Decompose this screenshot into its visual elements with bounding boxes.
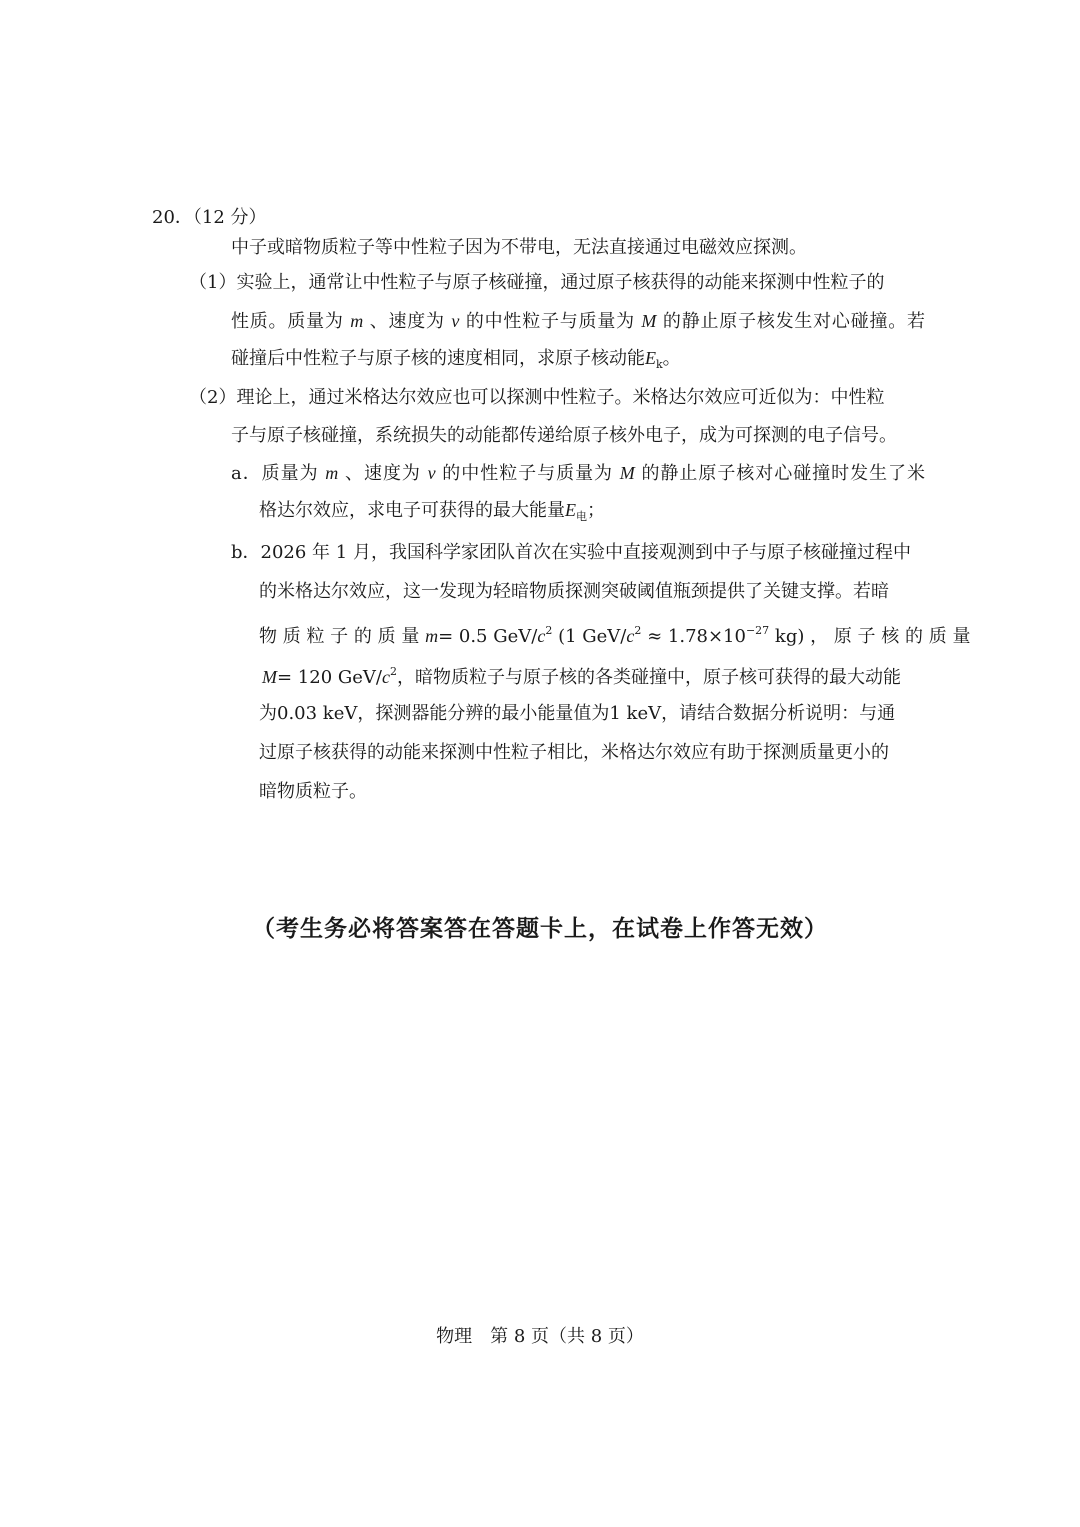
part1-line3 — [231, 346, 681, 377]
text: 碰撞后中性粒子与原子核的速度相同，求原子核动能 — [231, 348, 645, 369]
text: ； — [587, 500, 605, 521]
var-m: m — [350, 311, 364, 331]
var-m: m — [425, 626, 439, 646]
part2b-line4 — [262, 660, 901, 690]
sup-2: 2 — [545, 624, 553, 637]
part2b-line7: 暗物质粒子。 — [259, 781, 367, 802]
part2b-line6: 过原子核获得的动能来探测中性粒子相比，米格达尔效应有助于探测质量更小的 — [259, 742, 889, 763]
text: (1 GeV/ — [558, 626, 627, 647]
var-m: m — [325, 463, 339, 483]
text: = 120 GeV/ — [277, 667, 382, 688]
part2b-line1: b．2026 年 1 月，我国科学家团队首次在实验中直接观测到中子与原子核碰撞过程中 — [231, 542, 911, 563]
var-v: v — [427, 463, 436, 483]
part2a-line1 — [231, 461, 925, 486]
text: kg) — [774, 626, 805, 647]
part2b-line2: 的米格达尔效应，这一发现为轻暗物质探测突破阈值瓶颈提供了关键支撑。若暗 — [259, 581, 889, 602]
value: 1 keV — [609, 703, 662, 724]
var-c: c — [626, 626, 635, 646]
exam-notice: （考生务必将答案答在答题卡上，在试卷上作答无效） — [252, 916, 828, 942]
sub-dian: 电 — [576, 510, 587, 523]
text: 的静止原子核发生对心碰撞。若 — [662, 311, 926, 332]
part2a-line2 — [259, 498, 605, 529]
sub-k: k — [656, 358, 663, 371]
text: 格达尔效应，求电子可获得的最大能量 — [259, 500, 565, 521]
part2b-line3 — [259, 619, 970, 649]
var-M: M — [262, 667, 277, 687]
part2-line2: 子与原子核碰撞，系统损失的动能都传递给原子核外电子，成为可探测的电子信号。 — [231, 425, 897, 446]
sup-exp: −27 — [745, 624, 770, 637]
text: 的中性粒子与质量为 — [465, 311, 635, 332]
var-M: M — [641, 311, 657, 331]
var-E: E — [565, 500, 576, 520]
text: 的静止原子核对心碰撞时发生了米 — [641, 463, 926, 484]
text: 、速度为 — [369, 311, 445, 332]
part1-line1: （1）实验上，通常让中性粒子与原子核碰撞，通过原子核获得的动能来探测中性粒子的 — [189, 272, 885, 293]
var-c: c — [537, 626, 546, 646]
var-v: v — [451, 311, 460, 331]
text: ≈ 1.78×10 — [647, 626, 746, 647]
var-E: E — [645, 348, 656, 368]
var-c: c — [381, 667, 390, 687]
var-M: M — [619, 463, 635, 483]
text: = 0.5 GeV/ — [438, 626, 538, 647]
text: 物 质 粒 子 的 质 量 — [259, 626, 420, 647]
text: ，探测器能分辨的最小能量值为 — [357, 703, 610, 724]
text: 、速度为 — [345, 463, 421, 484]
text: 为 — [259, 703, 277, 724]
text: ， 原 子 核 的 质 量 — [810, 626, 971, 647]
page-footer: 物理 第 8 页（共 8 页） — [436, 1326, 644, 1347]
text: ，请结合数据分析说明：与通 — [661, 703, 896, 724]
sup-2: 2 — [389, 665, 397, 678]
text: 。 — [662, 348, 681, 369]
question-intro: 中子或暗物质粒子等中性粒子因为不带电，无法直接通过电磁效应探测。 — [231, 237, 807, 258]
text: a．质量为 — [231, 463, 319, 484]
question-number: 20．（12 分） — [152, 207, 267, 228]
sup-2: 2 — [634, 624, 642, 637]
text: 的中性粒子与质量为 — [442, 463, 614, 484]
text: ，暗物质粒子与原子核的各类碰撞中，原子核可获得的最大动能 — [396, 667, 901, 688]
part2-line1: （2）理论上，通过米格达尔效应也可以探测中性粒子。米格达尔效应可近似为：中性粒 — [189, 387, 885, 408]
part1-line2 — [231, 309, 925, 334]
part2b-line5 — [259, 702, 895, 726]
value: 0.03 keV — [277, 703, 358, 724]
text: 性质。质量为 — [231, 311, 344, 332]
